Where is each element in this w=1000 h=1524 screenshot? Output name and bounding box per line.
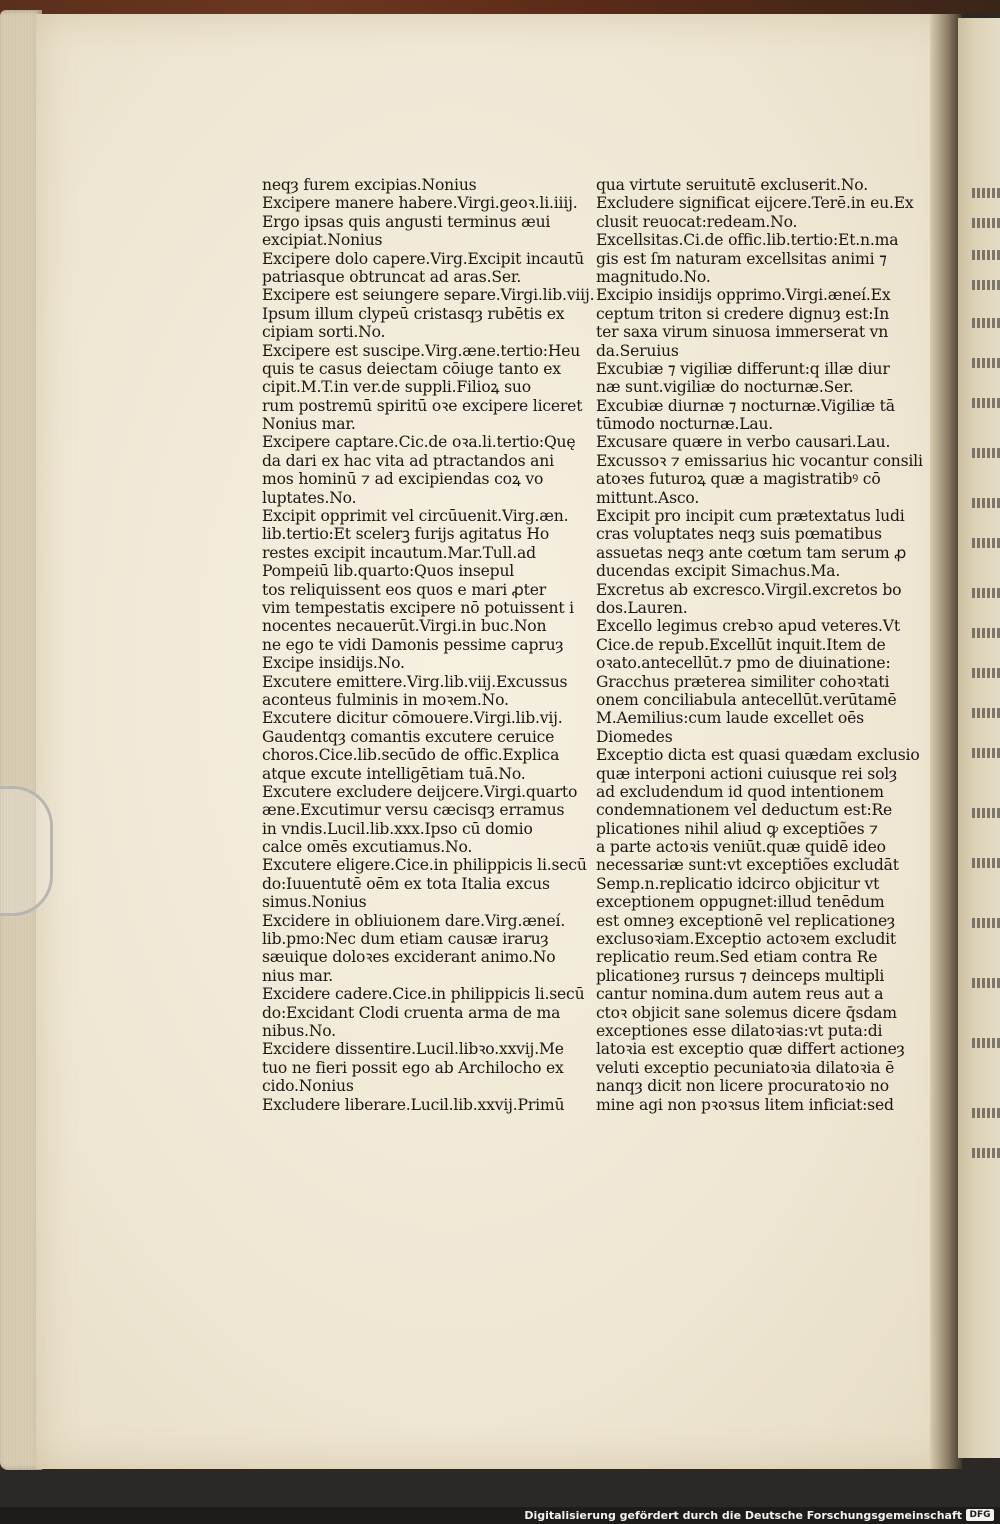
text-line: veluti exceptio pecuniatoꝛia dilatoꝛia ē <box>596 1058 895 1077</box>
text-line: ad excludendum id quod intentionem <box>596 782 884 801</box>
text-line: nanqȝ dicit non licere procuratoꝛio no <box>596 1077 889 1096</box>
text-line: Exceptio dicta est quasi quædam exclusio <box>596 746 920 765</box>
text-line: oꝛato.antecellūt.⁊ pmo de diuinatione: <box>596 654 891 673</box>
text-line: Excipere manere habere.Virgi.geoꝛ.li.iiij. <box>262 194 578 213</box>
text-line: do:Excidant Clodi cruenta arma de ma <box>262 1003 561 1022</box>
text-line: quis te casus deiectam cōiuge tanto ex <box>262 359 561 378</box>
text-line: Gracchus præterea similiter cohoꝛtati <box>596 672 890 691</box>
text-line: Ergo ipsas quis angusti terminus æui <box>262 212 551 231</box>
text-line: Excutere emittere.Virg.lib.viij.Excussus <box>262 672 568 691</box>
text-line: æne.Excutimur versu cæcisqȝ erramus <box>262 801 565 820</box>
text-line: Diomedes <box>596 727 673 746</box>
text-line: nius mar. <box>262 966 334 985</box>
text-line: qua virtute seruitutē excluserit.No. <box>596 176 868 194</box>
text-line: mittunt.Asco. <box>596 488 700 507</box>
text-line: nibus.No. <box>262 1021 336 1040</box>
text-line: simus.Nonius <box>262 893 367 912</box>
text-line: clusit reuocat:redeam.No. <box>596 212 798 231</box>
text-line: cras voluptates neqȝ suis pœmatibus <box>596 525 882 544</box>
text-line: Excubiæ ⁊ vigiliæ differunt:q illæ diur <box>596 359 890 378</box>
text-line: næ sunt.vigiliæ do nocturnæ.Ser. <box>596 378 854 397</box>
text-line: da dari ex hac vita ad ptractandos ani <box>262 451 554 470</box>
text-line: Excello legimus crebꝛo apud veteres.Vt <box>596 617 900 636</box>
text-line: onem conciliabula antecellūt.verūtamē <box>596 690 897 709</box>
text-line: aconteus fulminis in moꝛem.No. <box>262 690 509 709</box>
text-line: Excipere captare.Cic.de oꝛa.li.tertio:Quę <box>262 433 576 452</box>
page-clip <box>0 786 53 916</box>
text-line: ceptum triton si credere dignuȝ est:In <box>596 304 890 323</box>
facing-page-fragment <box>958 18 1000 1458</box>
text-line: tūmodo nocturnæ.Lau. <box>596 415 774 434</box>
text-line: Nonius mar. <box>262 415 356 434</box>
text-line: lib.tertio:Et scelerꝫ furijs agitatus Ho <box>262 525 550 544</box>
left-text-column <box>262 176 595 1114</box>
text-line: in vndis.Lucil.lib.xxx.Ipso cū domio <box>262 819 533 838</box>
text-line: plicationes nihil aliud ꝙ exceptiões ⁊ <box>596 819 878 838</box>
text-line: tuo ne fieri possit ego ab Archilocho ex <box>262 1058 564 1077</box>
text-line: ne ego te vidi Damonis pessime capruȝ <box>262 635 564 654</box>
text-line: Excipere est seiungere separe.Virgi.lib.viij. <box>262 286 595 305</box>
text-line: Excipe insidijs.No. <box>262 654 405 673</box>
text-line: replicatio reum.Sed etiam contra Re <box>596 948 878 967</box>
text-line: Excutere eligere.Cice.in philippicis li.secū <box>262 856 587 875</box>
text-line: gis est ſm naturam excellsitas animi ⁊ <box>596 249 887 268</box>
text-line: assuetas neqȝ ante cœtum tam serum ꝓ <box>596 543 907 562</box>
footer-bar <box>0 1507 1000 1524</box>
text-line: Cice.de repub.Excellūt inquit.Item de <box>596 635 886 654</box>
text-line: tos reliquissent eos quos e mari ꝓter <box>262 580 547 599</box>
text-line: cido.Nonius <box>262 1077 354 1096</box>
text-line: Excipere est suscipe.Virg.æne.tertio:Heu <box>262 341 581 360</box>
book-top-edge <box>0 0 1000 14</box>
text-line: Ipsum illum clypeū cristasqȝ rubētis ex <box>262 304 565 323</box>
text-line: do:Iuuentutē oēm ex tota Italia excus <box>262 874 550 893</box>
text-line: a parte actoꝛis veniūt.quæ quidē ideo <box>596 838 886 857</box>
text-line: Excipere dolo capere.Virg.Excipit incautū <box>262 249 585 268</box>
text-line: luptates.No. <box>262 488 357 507</box>
text-line: Pompeiū lib.quarto:Quos insepul <box>262 562 515 581</box>
text-line: necessariæ sunt:vt exceptiões excludāt <box>596 856 899 875</box>
text-line: lib.pmo:Nec dum etiam causæ iraruȝ <box>262 930 549 949</box>
text-line: Excidere in obliuionem dare.Virg.æneí. <box>262 911 566 930</box>
text-line: dos.Lauren. <box>596 598 688 617</box>
text-line: plicationeȝ rursus ⁊ deinceps multipli <box>596 966 885 985</box>
text-line: vim tempestatis excipere nō potuissent i <box>262 598 574 617</box>
text-line: Excipio insidijs opprimo.Virgi.æneí.Ex <box>596 286 891 305</box>
text-line: excipiat.Nonius <box>262 231 383 250</box>
text-line: nocentes necauerūt.Virgi.in buc.Non <box>262 617 547 636</box>
text-line: est omneȝ exceptionē vel replicationeȝ <box>596 911 895 930</box>
text-line: mos hominū ⁊ ad excipiendas coꝝ vo <box>262 470 544 489</box>
text-line: atoꝛes futuroꝝ quæ a magistratibꝰ cō <box>596 470 881 489</box>
text-line: calce omēs excutiamus.No. <box>262 838 473 857</box>
text-line: exclusoꝛiam.Exceptio actoꝛem excludit <box>596 930 896 949</box>
text-line: Excusare quære in verbo causari.Lau. <box>596 433 891 452</box>
text-line: Excutere dicitur cōmouere.Virgi.lib.vij. <box>262 709 563 728</box>
text-line: Excludere liberare.Lucil.lib.xxvij.Primū <box>262 1095 565 1114</box>
text-line: Excludere significat eijcere.Terē.in eu.Ex <box>596 194 914 213</box>
text-line: choros.Cice.lib.secūdo de offic.Explica <box>262 746 560 765</box>
text-line: cantur nomina.dum autem reus aut a <box>596 985 884 1004</box>
text-line: Excidere cadere.Cice.in philippicis li.secū <box>262 985 585 1004</box>
text-line: Excipit pro incipit cum prætextatus ludi <box>596 507 905 526</box>
text-line: latoꝛia est exceptio quæ differt actioneȝ <box>596 1040 905 1059</box>
text-line: mine agi non pꝛoꝛsus litem inficiat:sed <box>596 1095 894 1114</box>
text-line: atque excute intelligētiam tuā.No. <box>262 764 526 783</box>
text-line: cipiam sorti.No. <box>262 323 386 342</box>
text-line: Excubiæ diurnæ ⁊ nocturnæ.Vigiliæ tā <box>596 396 895 415</box>
text-line: Excussoꝛ ⁊ emissarius hic vocantur consili <box>596 451 923 470</box>
text-line: ducendas excipit Simachus.Ma. <box>596 562 841 581</box>
text-line: magnitudo.No. <box>596 267 711 286</box>
text-line: Excipit opprimit vel circūuenit.Virg.æn. <box>262 507 569 526</box>
text-line: M.Aemilius:cum laude excellet oēs <box>596 709 864 728</box>
text-line: exceptiones esse dilatoꝛias:vt puta:di <box>596 1021 883 1040</box>
text-line: quæ interponi actioni cuiusque rei solȝ <box>596 764 897 783</box>
text-line: Excutere excludere deijcere.Virgi.quarto <box>262 782 578 801</box>
text-line: Excretus ab excresco.Virgil.excretos bo <box>596 580 902 599</box>
text-line: Excidere dissentire.Lucil.libꝛo.xxvij.Me <box>262 1040 564 1059</box>
text-line: sæuique doloꝛes exciderant animo.No <box>262 948 556 967</box>
text-line: Gaudentqȝ comantis excutere ceruice <box>262 727 555 746</box>
text-line: neqȝ furem excipias.Nonius <box>262 176 477 194</box>
text-line: da.Seruius <box>596 341 679 360</box>
text-line: ter saxa virum sinuosa immerserat vn <box>596 323 889 342</box>
funding-credit: Digitalisierung gefördert durch die Deutsche Forschungsgemeinschaft <box>524 1509 962 1522</box>
text-line: Semp.n.replicatio idcirco objicitur vt <box>596 874 880 893</box>
text-line: condemnationem vel deductum est:Re <box>596 801 893 820</box>
text-line: ctoꝛ objicit sane solemus dicere q̄sdam <box>596 1003 897 1022</box>
text-line: restes excipit incautum.Mar.Tull.ad <box>262 543 536 562</box>
text-line: patriasque obtruncat ad aras.Ser. <box>262 267 522 286</box>
right-text-column <box>596 176 923 1114</box>
text-line: rum postremū spiritū oꝛe excipere liceret <box>262 396 583 415</box>
dfg-logo: DFG <box>966 1509 994 1521</box>
text-line: cipit.M.T.in ver.de suppli.Filioꝝ suo <box>262 378 531 397</box>
text-line: exceptionem oppugnet:illud tenēdum <box>596 893 885 912</box>
text-line: Excellsitas.Ci.de offic.lib.tertio:Et.n.ma <box>596 231 899 250</box>
